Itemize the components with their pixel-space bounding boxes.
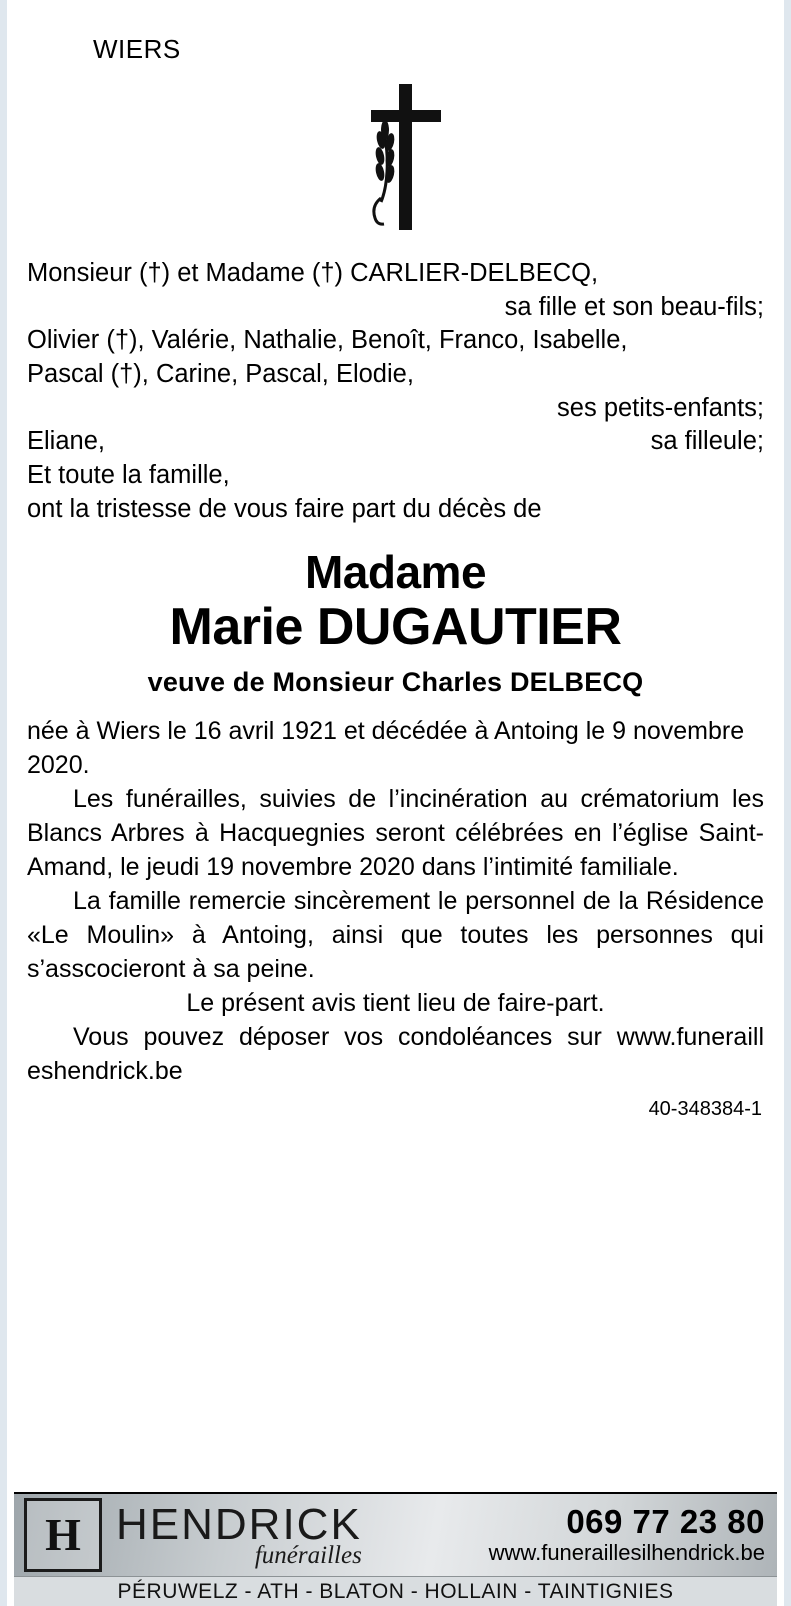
family-enumeration <box>25 257 766 526</box>
logo-letter: H <box>45 1509 81 1560</box>
family-relation: sa filleule; <box>650 427 764 456</box>
notice-body <box>25 714 766 1088</box>
spouse-line: veuve de Monsieur Charles DELBECQ <box>147 666 644 697</box>
cross-with-wheat-icon <box>25 73 766 243</box>
phone-number[interactable]: 069 77 23 80 <box>566 1502 765 1540</box>
birth-death-paragraph: née à Wiers le 16 avril 1921 et décédée à Antoing le 9 novembre 2020. <box>27 716 745 779</box>
cities-list: PÉRUWELZ - ATH - BLATON - HOLLAIN - TAINTIGNIES <box>117 1580 674 1603</box>
family-line-split <box>27 425 764 459</box>
notice-statement: Le présent avis tient lieu de faire-part. <box>186 988 605 1017</box>
funeral-home-advert <box>14 1492 777 1606</box>
family-line: Eliane, <box>27 427 105 456</box>
thanks-paragraph: La famille remercie sincèrement le personnel de la Résidence «Le Moulin» à Antoing, ainsi que toutes les personnes qui s’asscocieront à sa peine. <box>27 886 764 983</box>
family-relation: sa fille et son beau-fils; <box>504 292 764 321</box>
contact-block <box>488 1502 765 1566</box>
advert-cities-bar <box>14 1576 777 1606</box>
hendrick-logo-icon <box>24 1498 102 1572</box>
family-line: Et toute la famille, <box>27 460 230 489</box>
funeral-paragraph: Les funérailles, suivies de l’incinération au crématorium les Blancs Arbres à Hacquegnies seront célébrées en l’église Saint-Amand, le jeudi 19 novembre 2020 dans l’intimité familiale. <box>27 784 764 881</box>
advert-banner <box>14 1494 777 1576</box>
brand-subtitle: funérailles <box>254 1541 362 1569</box>
family-relation: ses petits-enfants; <box>557 393 764 422</box>
deceased-name-block <box>25 548 766 697</box>
notice-content <box>7 0 784 1606</box>
reference-number: 40-348384-1 <box>648 1097 762 1120</box>
announcement-lead: ont la tristesse de vous faire part du décès de <box>27 494 542 523</box>
brand-block <box>116 1499 362 1569</box>
condolences-paragraph: Vous pouvez déposer vos condoléances sur www.funeraill eshendrick.be <box>27 1022 764 1085</box>
family-line: Pascal (†), Carine, Pascal, Elodie, <box>27 359 414 388</box>
website-link[interactable]: www.funeraillesilhendrick.be <box>488 1540 765 1566</box>
locality-label: WIERS <box>93 34 181 64</box>
family-line: Olivier (†), Valérie, Nathalie, Benoît, Franco, Isabelle, <box>27 326 628 355</box>
deceased-title: Madame <box>304 546 487 599</box>
family-line: Monsieur (†) et Madame (†) CARLIER-DELBECQ, <box>27 259 599 287</box>
brand-name: HENDRICK <box>116 1499 362 1549</box>
deceased-name: Marie DUGAUTIER <box>169 597 622 656</box>
